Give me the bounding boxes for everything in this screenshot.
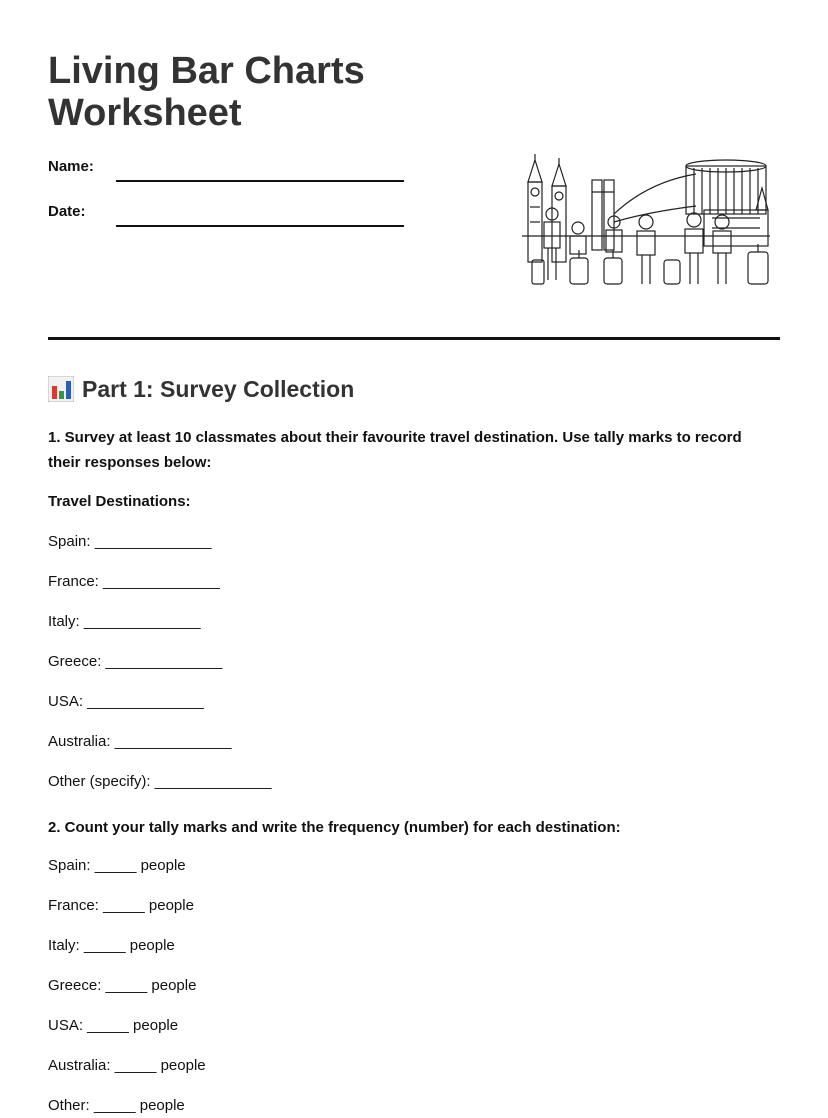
name-row [48,158,408,182]
frequency-australia: Australia: _____ people [48,1057,206,1074]
frequency-spain: Spain: _____ people [48,857,186,874]
rotunda-icon [686,160,766,214]
name-label: Name: [48,158,94,175]
travelers-icon [544,208,731,284]
part1-heading-text: Part 1: Survey Collection [82,375,355,402]
tally-other: Other (specify): ______________ [48,773,272,790]
name-field-line[interactable] [116,180,404,182]
london-travelers-illustration [518,152,774,292]
worksheet-title [48,50,468,134]
tally-spain: Spain: ______________ [48,533,212,550]
question-2: 2. Count your tally marks and write the frequency (number) for each destination: [48,819,621,836]
frequency-italy: Italy: _____ people [48,937,175,954]
date-field-line[interactable] [116,225,404,227]
tally-france: France: ______________ [48,573,220,590]
part1-heading [48,372,354,406]
tally-greece: Greece: ______________ [48,653,223,670]
header-divider [48,337,780,340]
frequency-usa: USA: _____ people [48,1017,179,1034]
title-line-2: Worksheet [48,92,242,134]
tally-usa: USA: ______________ [48,693,204,710]
bridge-icon [592,174,696,250]
tally-italy: Italy: ______________ [48,613,201,630]
bar-chart-icon [48,376,74,402]
tally-australia: Australia: ______________ [48,733,232,750]
frequency-greece: Greece: _____ people [48,977,197,994]
tower-icon [552,158,566,262]
frequency-other: Other: _____ people [48,1097,185,1114]
big-ben-icon [528,154,542,262]
date-row [48,203,408,227]
destinations-heading: Travel Destinations: [48,493,191,510]
frequency-france: France: _____ people [48,897,194,914]
question-1: 1. Survey at least 10 classmates about their favourite travel destination. Use tally marks to record their responses below: [48,429,742,471]
title-line-1: Living Bar Charts [48,50,365,92]
date-label: Date: [48,203,86,220]
